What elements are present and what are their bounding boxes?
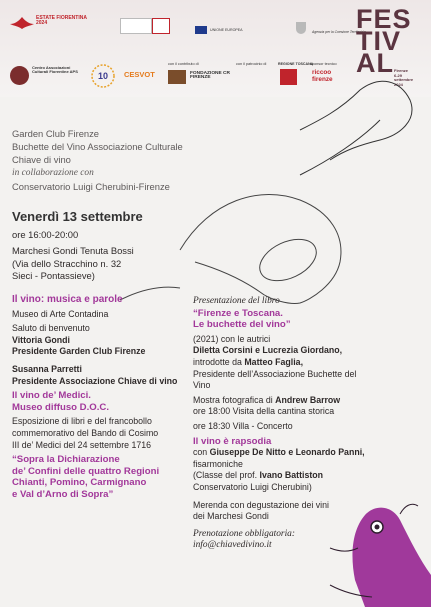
tasting-line-1: Merenda con degustazione dei vini	[193, 499, 329, 510]
tasting-line-2: dei Marchesi Gondi	[193, 511, 269, 522]
cellar-visit: ore 18:00 Visita della cantina storica	[193, 406, 335, 417]
program-right-column	[193, 296, 383, 552]
musicians-names: Giuseppe De Nitto e Leonardo Panni,	[209, 447, 365, 458]
outline-eye-shape	[253, 231, 323, 289]
festival-days: 6-29	[394, 72, 403, 78]
class-label: (Classe del prof.	[193, 470, 260, 481]
organizers-block	[12, 127, 183, 193]
with-label: con	[193, 447, 210, 458]
organizer-4: Conservatorio Luigi Cherubini-Firenze	[12, 180, 170, 192]
event-date: Venerdì 13 settembre	[12, 209, 143, 224]
book-authors: Diletta Corsini e Lucrezia Giordano,	[193, 345, 343, 356]
festival-month: settembre	[394, 77, 414, 83]
museum-name: Museo di Arte Contadina	[12, 308, 109, 319]
booking-label: Prenotazione obbligatoria:	[193, 528, 295, 539]
speaker-1-name: Vittoria Gondi	[12, 334, 70, 345]
ue-text: UNIONE EUROPEA	[210, 28, 243, 32]
photo-exhibit-label: Mostra fotografica di	[193, 394, 276, 405]
venue-name: Marchesi Gondi Tenuta Bossi	[12, 245, 134, 257]
book-year: (2021) con le autrici	[193, 333, 271, 344]
quote-line-3: Chianti, Pomino, Carmignano	[12, 477, 147, 489]
festival-line-2: TIV	[356, 26, 402, 56]
photographer-name: Andrew Barrow	[275, 394, 341, 405]
conservatory-label: Conservatorio Luigi Cherubini)	[193, 481, 312, 492]
event-details	[12, 229, 134, 283]
exhibit-text-1: Esposizione di libri e del francobollo	[12, 416, 152, 427]
exhibit-text-2: commemorativo del Bando di Cosimo	[12, 427, 159, 438]
cesvot-logo: CESVOT	[124, 70, 155, 79]
regione-text: REGIONE TOSCANA	[278, 62, 314, 66]
quote-line-2: de’ Confini delle quattro Regioni	[12, 465, 160, 477]
professor-name: Ivano Battiston	[259, 470, 324, 481]
svg-text:10: 10	[97, 71, 109, 81]
instrument: fisarmoniche	[193, 458, 243, 469]
estate-logo-text: ESTATE FIORENTINA 2024	[36, 15, 87, 27]
venue-city: Sieci - Pontassieve)	[12, 270, 95, 282]
book-title-1: “Firenze e Toscana.	[193, 307, 283, 319]
concert-time: ore 18:30 Villa - Concerto	[193, 420, 293, 431]
centro-text: Centro Associazioni Culturali Fiorentine APS	[32, 65, 78, 75]
collaboration-label: in collaborazione con	[12, 167, 94, 178]
venue-address: (Via dello Stracchino n. 32	[12, 257, 122, 269]
organizer-2: Buchette del Vino Associazione Culturale	[12, 141, 183, 153]
introducer-name: Matteo Faglia,	[244, 356, 304, 367]
speaker-1-role: Presidente Garden Club Firenze	[12, 346, 146, 357]
contributo-label: con il contributo di	[168, 62, 199, 66]
organizer-1: Garden Club Firenze	[12, 128, 100, 139]
event-time: ore 16:00-20:00	[12, 229, 79, 240]
introducer-role-1: Presidente dell’Associazione Buchette del	[193, 368, 357, 379]
section-title-medici: Il vino de’ Medici.	[12, 390, 91, 402]
speaker-2-role: Presidente Associazione Chiave di vino	[12, 375, 178, 386]
organizer-3: Chiave di vino	[12, 154, 71, 166]
festival-year: 2024	[394, 81, 403, 87]
booking-email[interactable]: info@chiavedivino.it	[193, 540, 272, 551]
book-title-2: Le buchette del vino”	[193, 319, 291, 331]
festival-line-3: AL	[356, 48, 394, 78]
book-presentation-label: Presentazione del libro	[193, 296, 280, 306]
section-subtitle-museo: Museo diffuso D.O.C.	[12, 401, 110, 413]
speaker-2-name: Susanna Parretti	[12, 363, 82, 374]
festival-line-1: FES	[356, 4, 412, 34]
section-title-musica: Il vino: musica e parole	[12, 294, 123, 305]
introducer-role-2: Vino	[193, 380, 211, 391]
welcome-label: Saluto di benvenuto	[12, 323, 90, 334]
festival-city: Firenze	[394, 68, 409, 73]
agenzia-text: Agenzia per la Coesione Territoriale	[312, 30, 366, 34]
introduced-by-label: introdotte da	[193, 356, 245, 367]
program-left-column	[12, 294, 197, 501]
patrocinio-label: con il patrocinio di	[236, 62, 267, 66]
fondazione-text: FONDAZIONE CR FIRENZE	[190, 71, 230, 81]
quote-line-4: e Val d’Arno di Sopra”	[12, 488, 114, 500]
section-title-rapsodia: Il vino è rapsodia	[193, 435, 272, 447]
exhibit-text-3: III de’ Medici del 24 settembre 1716	[12, 439, 152, 450]
sponsor-logo: riccoo firenze	[312, 69, 333, 83]
quote-line-1: “Sopra la Dichiarazione	[12, 454, 120, 466]
sponsor-label: sponsor tecnico	[310, 62, 337, 66]
